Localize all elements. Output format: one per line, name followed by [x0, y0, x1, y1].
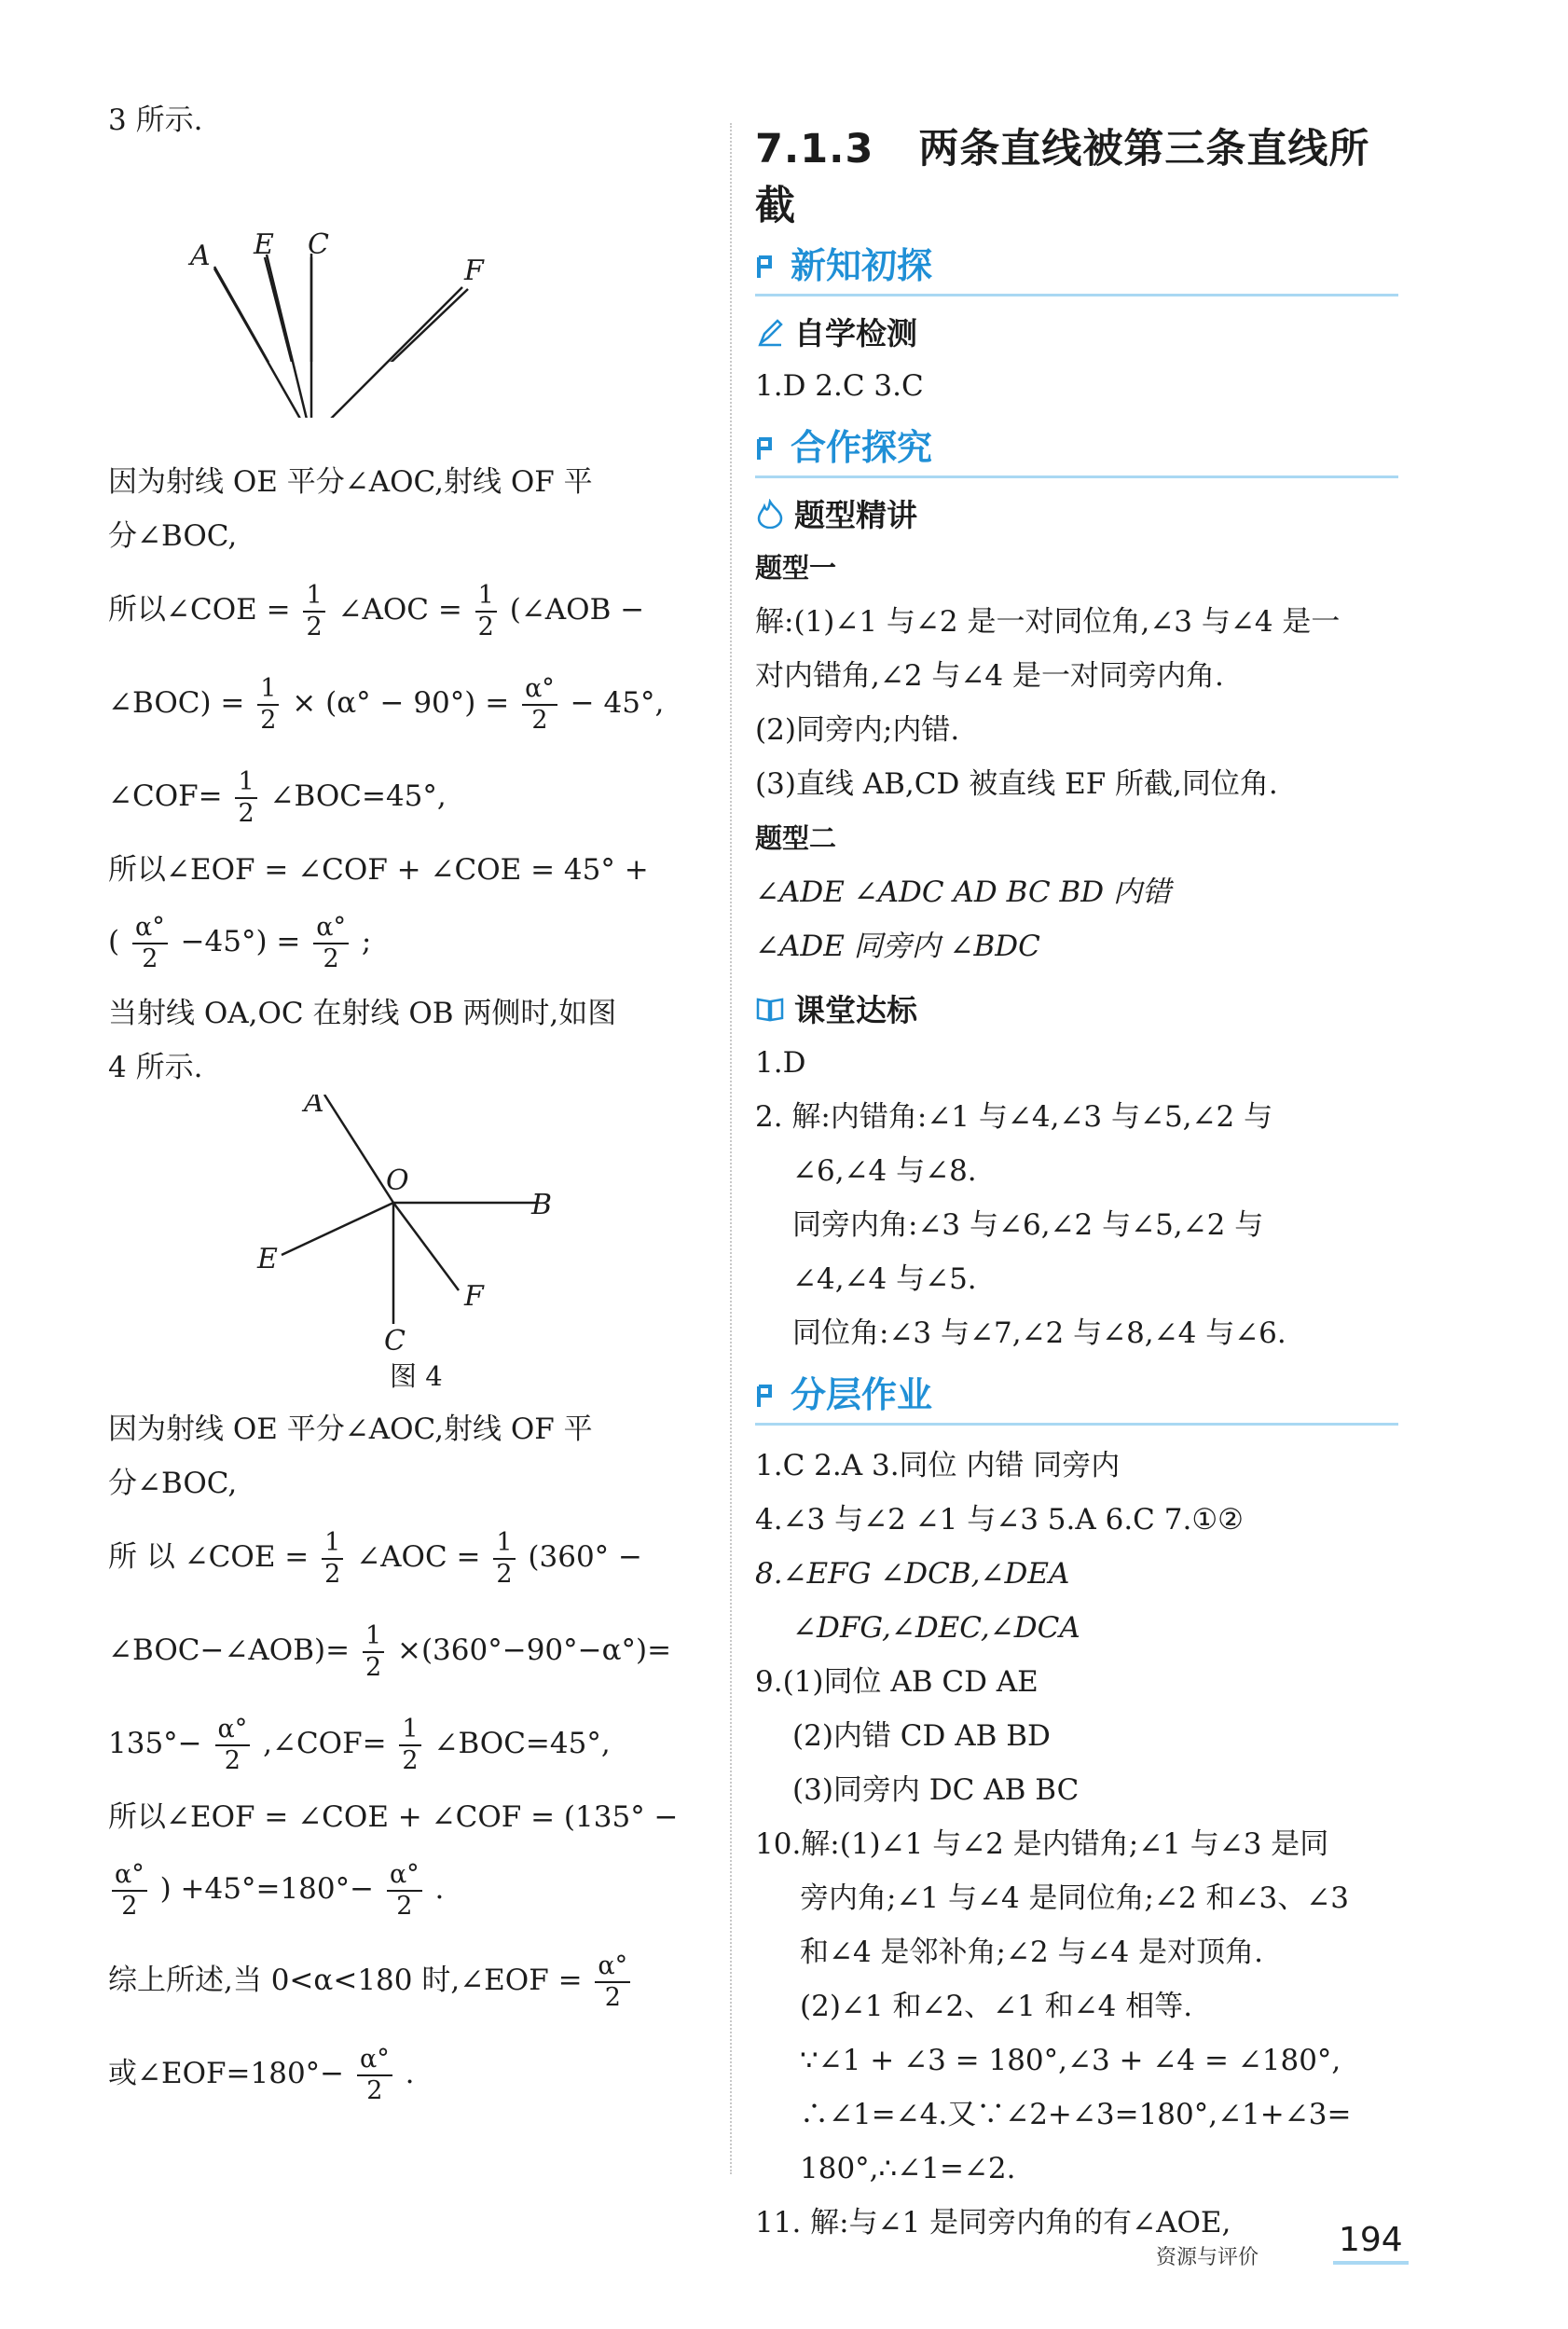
- figure-4: [108, 1095, 705, 1402]
- answer-line: 同位角:∠3 与∠7,∠2 与∠8,∠4 与∠6.: [792, 1316, 1286, 1350]
- answer-line: 和∠4 是邻补角;∠2 与∠4 是对顶角.: [800, 1936, 1263, 1969]
- bookmark-icon: [755, 431, 779, 459]
- heading-ketang: 课堂达标: [755, 986, 1398, 1030]
- answer-line: 9.(1)同位 AB CD AE: [755, 1665, 1038, 1699]
- equation-line: ( $\frac{\alpha^\circ}{2}$ −45°) = $\frac{\alpha^\circ}{2}$ ;: [108, 912, 372, 973]
- text-line: 因为射线 OE 平分∠AOC,射线 OF 平: [108, 465, 593, 499]
- answer-line: ∠ADE ∠ADC AD BC BD 内错: [755, 875, 1172, 909]
- answer-line: (2)内错 CD AB BD: [792, 1719, 1051, 1753]
- left-column: [108, 93, 705, 2120]
- answer-line: 旁内角;∠1 与∠4 是同位角;∠2 和∠3、∠3: [800, 1881, 1349, 1915]
- label-a: A: [304, 1095, 324, 1119]
- fraction: $\frac{1}{2}$: [475, 581, 497, 642]
- fraction: $\frac{\alpha^\circ}{2}$: [132, 913, 168, 974]
- ray-oe-line: [282, 1203, 393, 1255]
- answer-line: ∠6,∠4 与∠8.: [792, 1154, 977, 1188]
- pen-icon: [755, 317, 785, 347]
- section-title: 7.1.3 两条直线被第三条直线所截: [755, 126, 1370, 229]
- answer-line: ∴∠1=∠4.又∵∠2+∠3=180°,∠1+∠3=: [800, 2098, 1352, 2131]
- label-b: B: [531, 1189, 553, 1221]
- book-icon: [755, 994, 785, 1024]
- text-line: 3 所示.: [108, 103, 203, 137]
- label-o: O: [386, 1164, 409, 1197]
- ray-oe-line: [265, 257, 311, 362]
- answer-line: (3)同旁内 DC AB BC: [792, 1773, 1080, 1807]
- ray-of-line: [311, 289, 468, 362]
- heading-hezuo: 合作探究: [755, 419, 1398, 478]
- fraction: $\frac{\alpha^\circ}{2}$: [387, 1860, 422, 1922]
- answer-line: 10.解:(1)∠1 与∠2 是内错角;∠1 与∠3 是同: [755, 1827, 1329, 1861]
- type-label: 题型二: [755, 822, 837, 854]
- column-divider: [730, 123, 732, 2174]
- text-line: 因为射线 OE 平分∠AOC,射线 OF 平: [108, 1413, 593, 1446]
- equation-line: 所以∠EOF = ∠COE + ∠COF = (135° −: [108, 1800, 679, 1834]
- equation-line: ∠BOC) = $\frac{1}{2}$ × (α° − 90°) = $\frac{\alpha^\circ}{2}$ − 45°,: [108, 673, 665, 735]
- fraction: $\frac{\alpha^\circ}{2}$: [313, 913, 349, 974]
- label-a: A: [190, 240, 211, 272]
- label-c: C: [384, 1325, 406, 1357]
- fraction: $\frac{1}{2}$: [363, 1621, 384, 1683]
- ray-of-line: [393, 1203, 459, 1290]
- answer-line: ∵∠1 + ∠3 = 180°,∠3 + ∠4 = ∠180°,: [800, 2044, 1341, 2077]
- label-f: F: [464, 255, 484, 287]
- text-line: 4 所示.: [108, 1051, 203, 1084]
- text-line: 分∠BOC,: [108, 519, 238, 553]
- answer-line: ∠4,∠4 与∠5.: [792, 1262, 977, 1296]
- fraction: $\frac{\alpha^\circ}{2}$: [112, 1860, 147, 1922]
- answer-line: 1.D: [755, 1046, 806, 1080]
- answer-line: 同旁内角:∠3 与∠6,∠2 与∠5,∠2 与: [792, 1208, 1264, 1242]
- fraction: $\frac{1}{2}$: [399, 1715, 420, 1776]
- answer-line: 8.∠EFG ∠DCB,∠DEA: [755, 1557, 1070, 1591]
- figure-3: [108, 147, 705, 455]
- equation-line: ∠BOC−∠AOB)= $\frac{1}{2}$ ×(360°−90°−α°)=: [108, 1620, 672, 1682]
- answer-line: 2. 解:内错角:∠1 与∠4,∠3 与∠5,∠2 与: [755, 1100, 1273, 1134]
- fraction: $\frac{1}{2}$: [493, 1528, 515, 1590]
- figure-3-rays: [108, 54, 705, 362]
- figure-4-diagram: [108, 1095, 705, 1402]
- answer-line: 对内错角,∠2 与∠4 是一对同旁内角.: [755, 659, 1224, 693]
- answer-line: ∠ADE 同旁内 ∠BDC: [755, 930, 1040, 963]
- equation-line: 所 以 ∠COE = $\frac{1}{2}$ ∠AOC = $\frac{1}{2}$ (360° −: [108, 1527, 643, 1589]
- footer-text: 资源与评价: [1156, 2246, 1259, 2269]
- fraction: $\frac{1}{2}$: [235, 767, 256, 829]
- ray-oa-line: [214, 267, 311, 362]
- heading-zixue: 自学检测: [755, 310, 1398, 353]
- heading-xinzhi: 新知初探: [755, 237, 1398, 296]
- flame-icon: [755, 499, 785, 529]
- answer-line: 4.∠3 与∠2 ∠1 与∠3 5.A 6.C 7.①②: [755, 1503, 1244, 1537]
- bookmark-icon: [755, 1378, 779, 1406]
- fraction: $\frac{1}{2}$: [257, 674, 279, 736]
- equation-line: 综上所述,当 0<α<180 时,∠EOF = $\frac{\alpha^\circ}{2}$: [108, 1934, 705, 2027]
- page-number: 194: [1333, 2221, 1409, 2265]
- answer-line: 1.D 2.C 3.C: [755, 369, 924, 403]
- fraction: $\frac{\alpha^\circ}{2}$: [522, 674, 557, 736]
- label-e: E: [254, 228, 274, 261]
- equation-line: 所以∠EOF = ∠COF + ∠COE = 45° +: [108, 853, 649, 887]
- label-f: F: [464, 1280, 484, 1313]
- answer-line: ∠DFG,∠DEC,∠DCA: [792, 1611, 1080, 1645]
- fraction: $\frac{1}{2}$: [303, 581, 324, 642]
- fraction: $\frac{\alpha^\circ}{2}$: [357, 2045, 392, 2106]
- equation-line: 所以∠COE = $\frac{1}{2}$ ∠AOC = $\frac{1}{2}$ (∠AOB −: [108, 580, 645, 641]
- answer-line: (2)∠1 和∠2、∠1 和∠4 相等.: [800, 1990, 1193, 2023]
- label-c: C: [308, 228, 329, 261]
- fraction: $\frac{\alpha^\circ}{2}$: [595, 1951, 630, 2013]
- figure-4-caption: 图 4: [390, 1360, 443, 1392]
- answer-line: 180°,∴∠1=∠2.: [800, 2152, 1016, 2185]
- text-line: 当射线 OA,OC 在射线 OB 两侧时,如图: [108, 997, 617, 1030]
- bookmark-icon: [755, 249, 779, 277]
- equation-line: 135°− $\frac{\alpha^\circ}{2}$ ,∠COF= $\frac{1}{2}$ ∠BOC=45°,: [108, 1714, 611, 1775]
- answer-line: 11. 解:与∠1 是同旁内角的有∠AOE,: [755, 2206, 1231, 2239]
- right-column: [755, 117, 1398, 2250]
- equation-line: ∠COF= $\frac{1}{2}$ ∠BOC=45°,: [108, 766, 447, 828]
- fraction: $\frac{\alpha^\circ}{2}$: [215, 1715, 251, 1776]
- answer-line: 解:(1)∠1 与∠2 是一对同位角,∠3 与∠4 是一: [755, 605, 1341, 639]
- label-e: E: [257, 1243, 278, 1275]
- answer-line: (2)同旁内;内错.: [755, 713, 960, 747]
- fraction: $\frac{1}{2}$: [322, 1528, 343, 1590]
- answer-line: (3)直线 AB,CD 被直线 EF 所截,同位角.: [755, 767, 1278, 801]
- heading-fenceng: 分层作业: [755, 1366, 1398, 1426]
- heading-tixing: 题型精讲: [755, 491, 1398, 535]
- equation-line: $\frac{\alpha^\circ}{2}$ ) +45°=180°− $\frac{\alpha^\circ}{2}$ .: [108, 1844, 705, 1934]
- ray-oa-line: [324, 1095, 393, 1203]
- equation-line: 或∠EOF=180°− $\frac{\alpha^\circ}{2}$ .: [108, 2044, 415, 2105]
- text-line: 分∠BOC,: [108, 1467, 238, 1500]
- answer-line: 1.C 2.A 3.同位 内错 同旁内: [755, 1449, 1121, 1482]
- type-label: 题型一: [755, 552, 837, 584]
